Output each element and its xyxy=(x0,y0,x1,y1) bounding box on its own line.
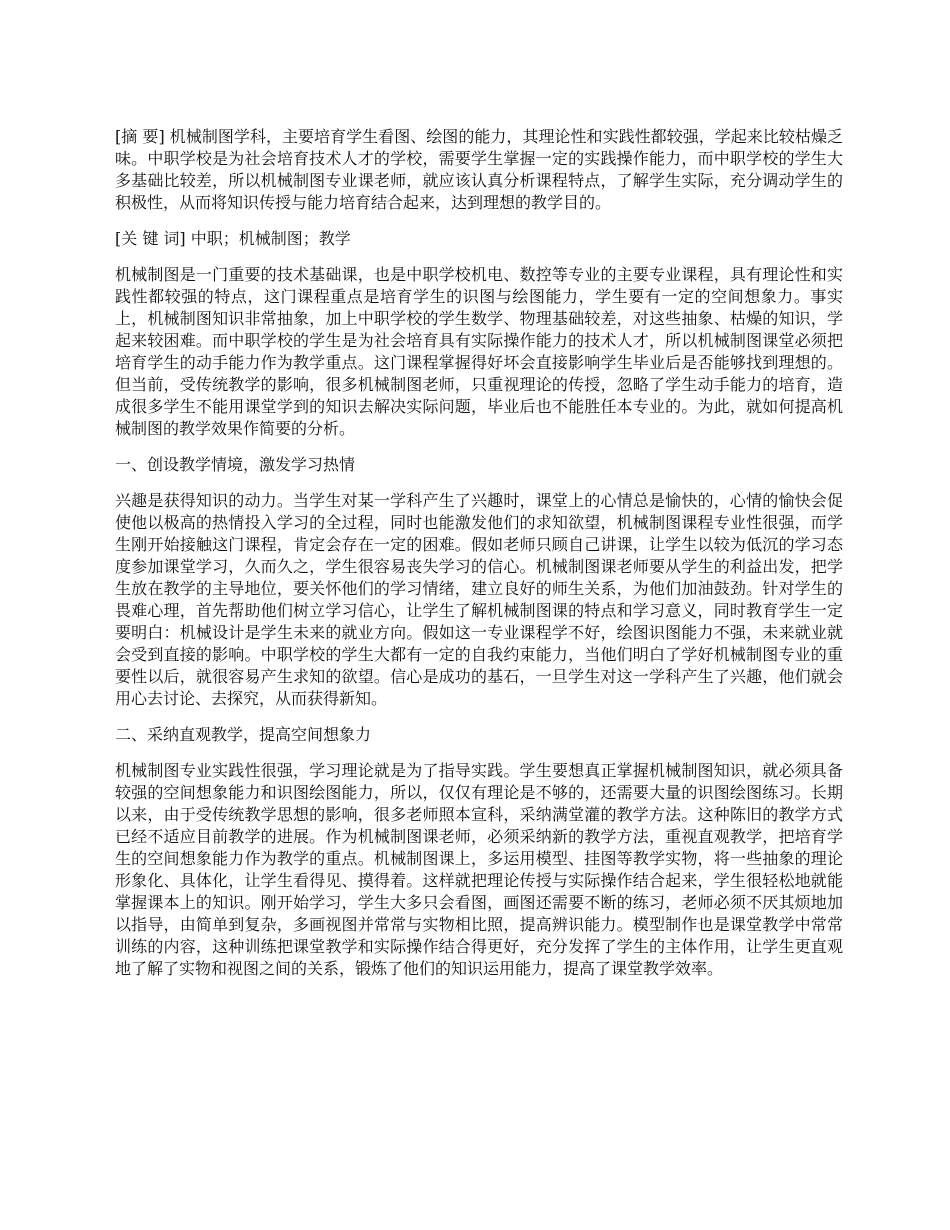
section-1-heading: 一、创设教学情境，激发学习热情 xyxy=(115,455,356,474)
abstract-paragraph: [摘 要] 机械制图学科，主要培育学生看图、绘图的能力，其理论性和实践性都较强，学起来比较枯燥乏味。中职学校是为社会培育技术人才的学校，需要学生掌握一定的实践操作能力，而中职学校的学生大多基础比较差，所以机械制图专业课老师，就应该认真分析课程特点，了解学生实际，充分调动学生的积极性，从而将知识传授与能力培育结合起来，达到理想的教学目的。 xyxy=(115,127,843,212)
section-2-paragraph: 机械制图专业实践性很强，学习理论就是为了指导实践。学生要想真正掌握机械制图知识，就必须具备较强的空间想象能力和识图绘图能力，所以，仅仅有理论是不够的，还需要大量的识图绘图练习。长期以来，由于受传统教学思想的影响，很多老师照本宣科，采纳满堂灌的教学方法。这种陈旧的教学方式已经不适应目前教学的进展。作为机械制图课老师，必须采纳新的教学方法，重视直观教学，把培育学生的空间想象能力作为教学的重点。机械制图课上，多运用模型、挂图等教学实物，将一些抽象的理论形象化、具体化，让学生看得见、摸得着。这样就把理论传授与实际操作结合起来，学生很轻松地就能掌握课本上的知识。刚开始学习，学生大多只会看图，画图还需要不断的练习，老师必须不厌其烦地加以指导，由简单到复杂，多画视图并常常与实物相比照，提高辨识能力。模型制作也是课堂教学中常常训练的内容，这种训练把课堂教学和实际操作结合得更好，充分发挥了学生的主体作用，让学生更直观地了解了实物和视图之间的关系，锻炼了他们的知识运用能力，提高了课堂教学效率。 xyxy=(115,761,843,978)
keywords-line: [关 键 词] 中职；机械制图；教学 xyxy=(115,229,351,248)
document-page xyxy=(115,126,843,994)
intro-paragraph: 机械制图是一门重要的技术基础课，也是中职学校机电、数控等专业的主要专业课程，具有理论性和实践性都较强的特点，这门课程重点是培育学生的识图与绘图能力，学生要有一定的空间想象力。事实上，机械制图知识非常抽象，加上中职学校的学生数学、物理基础较差，对这些抽象、枯燥的知识，学起来较困难。而中职学校的学生是为社会培育具有实际操作能力的技术人才，所以机械制图课堂必须把培育学生的动手能力作为教学重点。这门课程掌握得好坏会直接影响学生毕业后是否能够找到理想的。但当前，受传统教学的影响，很多机械制图老师，只重视理论的传授，忽略了学生动手能力的培育，造成很多学生不能用课堂学到的知识去解决实际问题，毕业后也不能胜任本专业的。为此，就如何提高机械制图的教学效果作简要的分析。 xyxy=(115,265,843,438)
section-1-paragraph: 兴趣是获得知识的动力。当学生对某一学科产生了兴趣时，课堂上的心情总是愉快的，心情的愉快会促使他以极高的热情投入学习的全过程，同时也能激发他们的求知欲望，机械制图课程专业性很强，而学生刚开始接触这门课程，肯定会存在一定的困难。假如老师只顾自己讲课，让学生以较为低沉的学习态度参加课堂学习，久而久之，学生很容易丧失学习的信心。机械制图课老师要从学生的利益出发，把学生放在教学的主导地位，要关怀他们的学习情绪，建立良好的师生关系，为他们加油鼓劲。针对学生的畏难心理，首先帮助他们树立学习信心，让学生了解机械制图课的特点和学习意义，同时教育学生一定要明白：机械设计是学生未来的就业方向。假如这一专业课程学不好，绘图识图能力不强，未来就业就会受到直接的影响。中职学校的学生大都有一定的自我约束能力，当他们明白了学好机械制图专业的重要性以后，就很容易产生求知的欲望。信心是成功的基石，一旦学生对这一学科产生了兴趣，他们就会用心去讨论、去探究，从而获得新知。 xyxy=(115,491,843,708)
section-2-heading: 二、采纳直观教学，提高空间想象力 xyxy=(115,725,372,744)
